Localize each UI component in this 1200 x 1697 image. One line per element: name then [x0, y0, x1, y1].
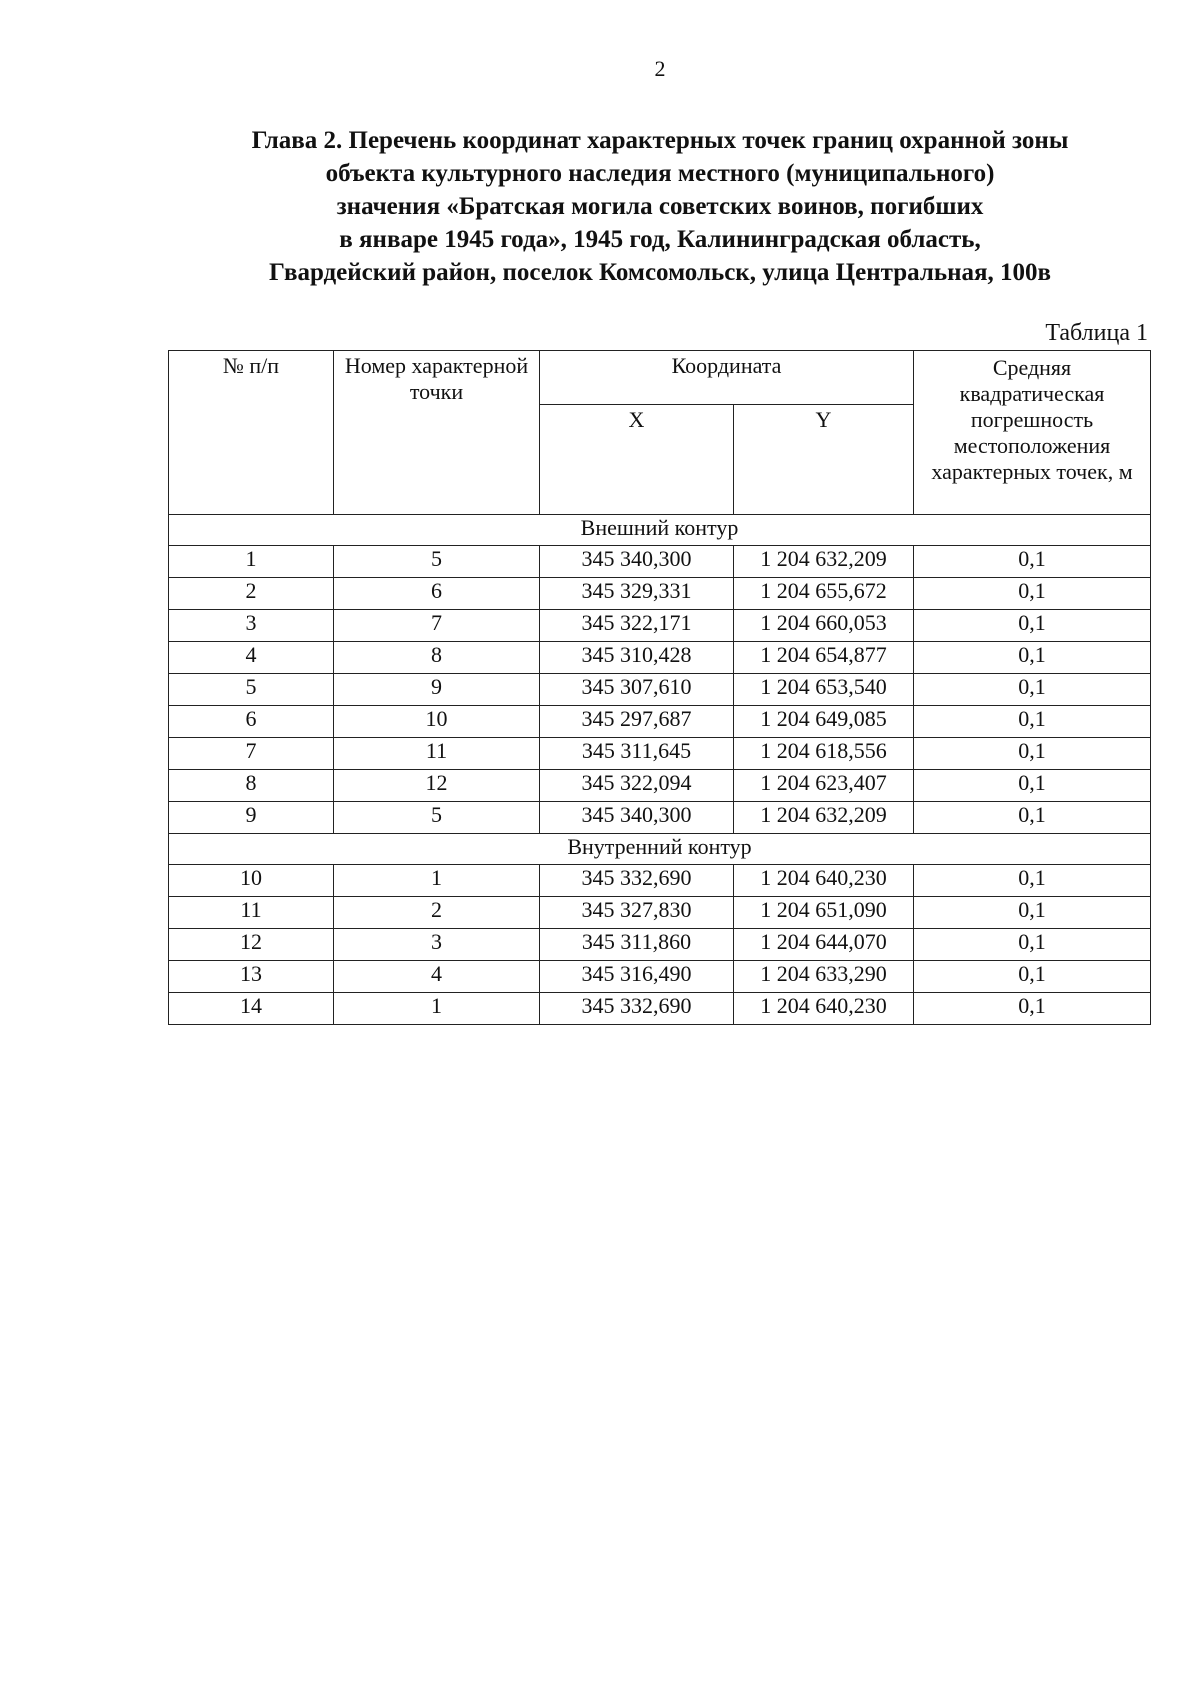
cell-point: 4 — [334, 961, 540, 993]
table-row — [169, 770, 1151, 802]
cell-y: 1 204 623,407 — [734, 770, 914, 802]
cell-y: 1 204 653,540 — [734, 674, 914, 706]
table-row — [169, 961, 1151, 993]
cell-error: 0,1 — [914, 642, 1151, 674]
table-body — [169, 515, 1151, 1025]
cell-error: 0,1 — [914, 961, 1151, 993]
header-coordinate: Координата — [540, 351, 914, 405]
cell-num: 11 — [169, 897, 334, 929]
cell-y: 1 204 655,672 — [734, 578, 914, 610]
table-row — [169, 738, 1151, 770]
cell-point: 9 — [334, 674, 540, 706]
section-row — [169, 515, 1151, 546]
cell-error: 0,1 — [914, 802, 1151, 834]
cell-y: 1 204 640,230 — [734, 993, 914, 1025]
cell-x: 345 307,610 — [540, 674, 734, 706]
table-row — [169, 993, 1151, 1025]
cell-error: 0,1 — [914, 929, 1151, 961]
cell-x: 345 340,300 — [540, 546, 734, 578]
cell-y: 1 204 654,877 — [734, 642, 914, 674]
title-line: Гвардейский район, поселок Комсомольск, улица Центральная, 100в — [269, 259, 1051, 286]
cell-y: 1 204 651,090 — [734, 897, 914, 929]
cell-error: 0,1 — [914, 738, 1151, 770]
cell-point: 1 — [334, 865, 540, 897]
cell-error: 0,1 — [914, 770, 1151, 802]
cell-num: 14 — [169, 993, 334, 1025]
table-row — [169, 897, 1151, 929]
cell-x: 345 316,490 — [540, 961, 734, 993]
cell-num: 4 — [169, 642, 334, 674]
table-row — [169, 610, 1151, 642]
table-label: Таблица 1 — [1045, 320, 1148, 346]
cell-num: 2 — [169, 578, 334, 610]
cell-num: 5 — [169, 674, 334, 706]
cell-point: 11 — [334, 738, 540, 770]
cell-error: 0,1 — [914, 706, 1151, 738]
cell-y: 1 204 660,053 — [734, 610, 914, 642]
cell-x: 345 332,690 — [540, 865, 734, 897]
table-row — [169, 578, 1151, 610]
header-num: № п/п — [169, 351, 334, 515]
header-error: Средняя квадратическая погрешность местоположения характерных точек, м — [914, 351, 1151, 515]
cell-error: 0,1 — [914, 610, 1151, 642]
cell-x: 345 322,094 — [540, 770, 734, 802]
cell-point: 2 — [334, 897, 540, 929]
cell-x: 345 310,428 — [540, 642, 734, 674]
cell-x: 345 327,830 — [540, 897, 734, 929]
cell-point: 7 — [334, 610, 540, 642]
cell-point: 5 — [334, 546, 540, 578]
cell-error: 0,1 — [914, 578, 1151, 610]
cell-error: 0,1 — [914, 993, 1151, 1025]
cell-point: 6 — [334, 578, 540, 610]
cell-error: 0,1 — [914, 865, 1151, 897]
table-row — [169, 929, 1151, 961]
cell-point: 10 — [334, 706, 540, 738]
header-x: X — [540, 405, 734, 515]
cell-error: 0,1 — [914, 897, 1151, 929]
cell-x: 345 340,300 — [540, 802, 734, 834]
cell-y: 1 204 632,209 — [734, 546, 914, 578]
cell-num: 6 — [169, 706, 334, 738]
cell-point: 3 — [334, 929, 540, 961]
section-title: Внутренний контур — [169, 834, 1151, 865]
cell-x: 345 297,687 — [540, 706, 734, 738]
table-row — [169, 802, 1151, 834]
cell-y: 1 204 640,230 — [734, 865, 914, 897]
coordinates-table — [168, 350, 1151, 1025]
cell-point: 5 — [334, 802, 540, 834]
header-point: Номер характерной точки — [334, 351, 540, 515]
cell-num: 3 — [169, 610, 334, 642]
cell-x: 345 311,645 — [540, 738, 734, 770]
section-row — [169, 834, 1151, 865]
cell-point: 12 — [334, 770, 540, 802]
cell-x: 345 311,860 — [540, 929, 734, 961]
cell-y: 1 204 649,085 — [734, 706, 914, 738]
cell-x: 345 322,171 — [540, 610, 734, 642]
cell-y: 1 204 644,070 — [734, 929, 914, 961]
cell-num: 7 — [169, 738, 334, 770]
cell-num: 13 — [169, 961, 334, 993]
cell-point: 8 — [334, 642, 540, 674]
title-line: Глава 2. Перечень координат характерных точек границ охранной зоны — [251, 127, 1069, 154]
title-line: в январе 1945 года», 1945 год, Калининградская область, — [339, 226, 981, 253]
table-row — [169, 674, 1151, 706]
cell-error: 0,1 — [914, 674, 1151, 706]
cell-x: 345 332,690 — [540, 993, 734, 1025]
table-row — [169, 706, 1151, 738]
section-title: Внешний контур — [169, 515, 1151, 546]
cell-y: 1 204 633,290 — [734, 961, 914, 993]
cell-error: 0,1 — [914, 546, 1151, 578]
cell-point: 1 — [334, 993, 540, 1025]
cell-num: 10 — [169, 865, 334, 897]
title-line: объекта культурного наследия местного (муниципального) — [325, 160, 995, 187]
table-row — [169, 865, 1151, 897]
cell-num: 9 — [169, 802, 334, 834]
title-line: значения «Братская могила советских воинов, погибших — [336, 193, 984, 220]
page-number: 2 — [654, 56, 666, 81]
cell-y: 1 204 632,209 — [734, 802, 914, 834]
cell-num: 1 — [169, 546, 334, 578]
cell-y: 1 204 618,556 — [734, 738, 914, 770]
document-title — [150, 124, 1170, 289]
cell-num: 8 — [169, 770, 334, 802]
table-row — [169, 546, 1151, 578]
table-row — [169, 642, 1151, 674]
cell-x: 345 329,331 — [540, 578, 734, 610]
header-y: Y — [734, 405, 914, 515]
cell-num: 12 — [169, 929, 334, 961]
